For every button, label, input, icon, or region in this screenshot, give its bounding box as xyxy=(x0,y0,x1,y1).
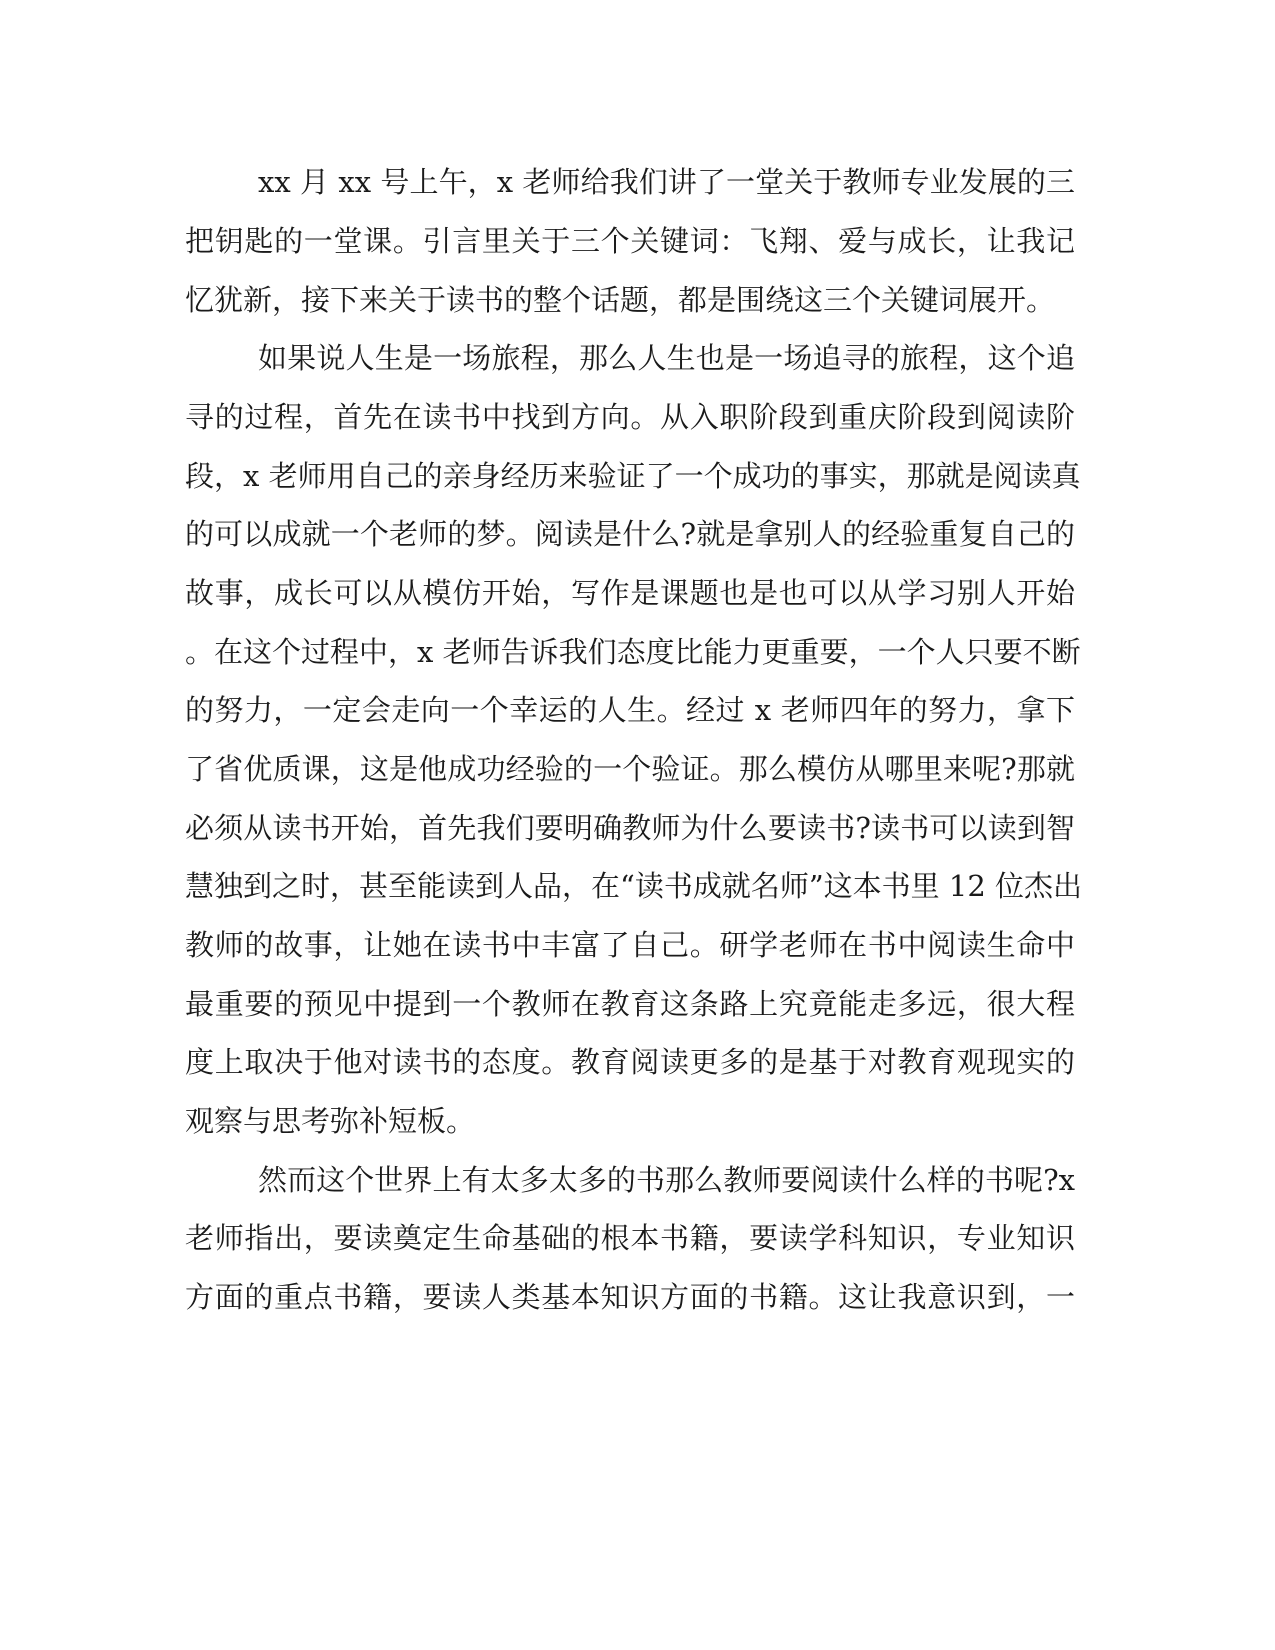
text-line: 段，x 老师用自己的亲身经历来验证了一个成功的事实，那就是阅读真 xyxy=(185,459,1081,493)
text-line: 如果说人生是一场旅程，那么人生也是一场追寻的旅程，这个追 xyxy=(258,341,1075,375)
text-line: 老师指出，要读奠定生命基础的根本书籍，要读学科知识，专业知识 xyxy=(185,1221,1075,1255)
text-line: 忆犹新，接下来关于读书的整个话题，都是围绕这三个关键词展开。 xyxy=(185,283,1056,317)
text-line: 教师的故事，让她在读书中丰富了自己。研学老师在书中阅读生命中 xyxy=(185,928,1075,962)
text-line: 度上取决于他对读书的态度。教育阅读更多的是基于对教育观现实的 xyxy=(185,1045,1075,1079)
text-line: 。在这个过程中，x 老师告诉我们态度比能力更重要，一个人只要不断 xyxy=(185,635,1081,669)
text-line: 必须从读书开始，首先我们要明确教师为什么要读书?读书可以读到智 xyxy=(185,811,1075,845)
text-line: xx 月 xx 号上午，x 老师给我们讲了一堂关于教师专业发展的三 xyxy=(258,165,1075,199)
text-line: 寻的过程，首先在读书中找到方向。从入职阶段到重庆阶段到阅读阶 xyxy=(185,400,1075,434)
text-line: 的努力，一定会走向一个幸运的人生。经过 x 老师四年的努力，拿下 xyxy=(185,693,1075,727)
text-line: 然而这个世界上有太多太多的书那么教师要阅读什么样的书呢?x xyxy=(258,1163,1075,1197)
text-line: 观察与思考弥补短板。 xyxy=(185,1104,476,1138)
text-line: 故事，成长可以从模仿开始，写作是课题也是也可以从学习别人开始 xyxy=(185,576,1075,610)
text-line: 最重要的预见中提到一个教师在教育这条路上究竟能走多远，很大程 xyxy=(185,987,1075,1021)
text-line: 慧独到之时，甚至能读到人品，在“读书成就名师”这本书里 12 位杰出 xyxy=(185,869,1082,903)
text-line: 方面的重点书籍，要读人类基本知识方面的书籍。这让我意识到，一 xyxy=(185,1280,1075,1314)
text-line: 的可以成就一个老师的梦。阅读是什么?就是拿别人的经验重复自己的 xyxy=(185,517,1075,551)
text-line: 把钥匙的一堂课。引言里关于三个关键词：飞翔、爱与成长，让我记 xyxy=(185,224,1075,258)
text-line: 了省优质课，这是他成功经验的一个验证。那么模仿从哪里来呢?那就 xyxy=(185,752,1075,786)
